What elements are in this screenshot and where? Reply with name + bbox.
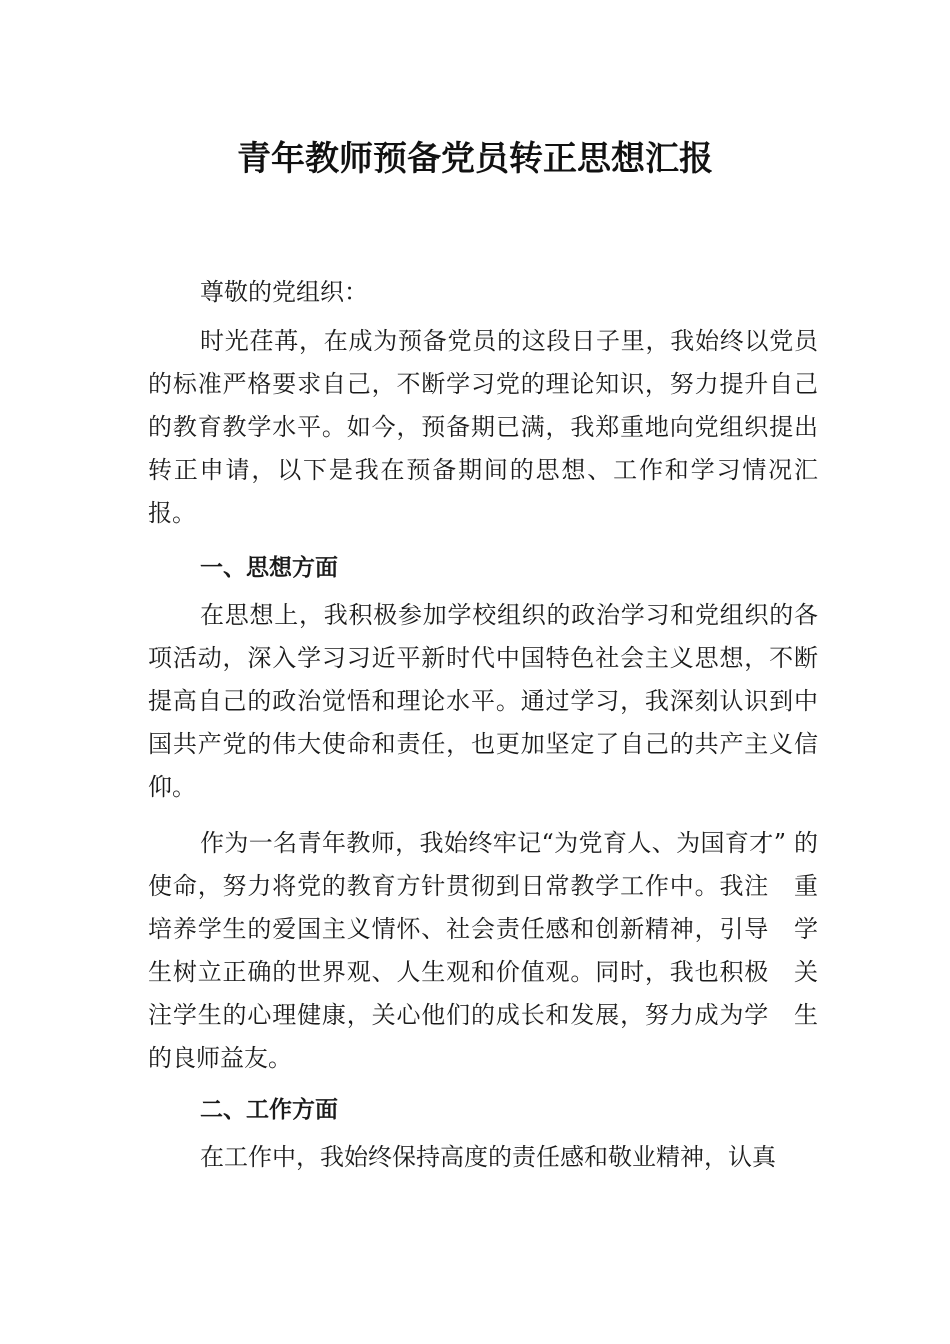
section-heading-work: 二、工作方面	[200, 1097, 338, 1123]
thought-paragraph-1: 在思想上，我积极参加学校组织的政治学习和党组织的各项活动，深入学习习近平新时代中国特色社会主义思想，不断提高自己的政治觉悟和理论水平。通过学习，我深刻认识到中国共产党的伟大使命和责任，也更加坚定了自己的共产主义信仰。	[148, 601, 818, 801]
thought-paragraph-2: 作为一名青年教师，我始终牢记“为党育人、为国育才” 的使命，努力将党的教育方针贯彻到日常教学工作中。我注 重培养学生的爱国主义情怀、社会责任感和创新精神，引导 学生树立正确的世界观、人生观和价值观。同时，我也积极 关注学生的心理健康，关心他们的成长和发展，努力成为学 生的良师益友。	[148, 829, 818, 1072]
document-title: 青年教师预备党员转正思想汇报	[237, 139, 713, 179]
intro-paragraph: 时光荏苒，在成为预备党员的这段日子里，我始终以党员的标准严格要求自己，不断学习党的理论知识，努力提升自己的教育教学水平。如今，预备期已满，我郑重地向党组织提出转正申请，以下是我在预备期间的思想、工作和学习情况汇报。	[148, 327, 818, 527]
section-heading-thought: 一、思想方面	[200, 555, 338, 581]
work-paragraph-1: 在工作中，我始终保持高度的责任感和敬业精神，认真	[200, 1143, 776, 1171]
salutation: 尊敬的党组织：	[200, 278, 368, 306]
